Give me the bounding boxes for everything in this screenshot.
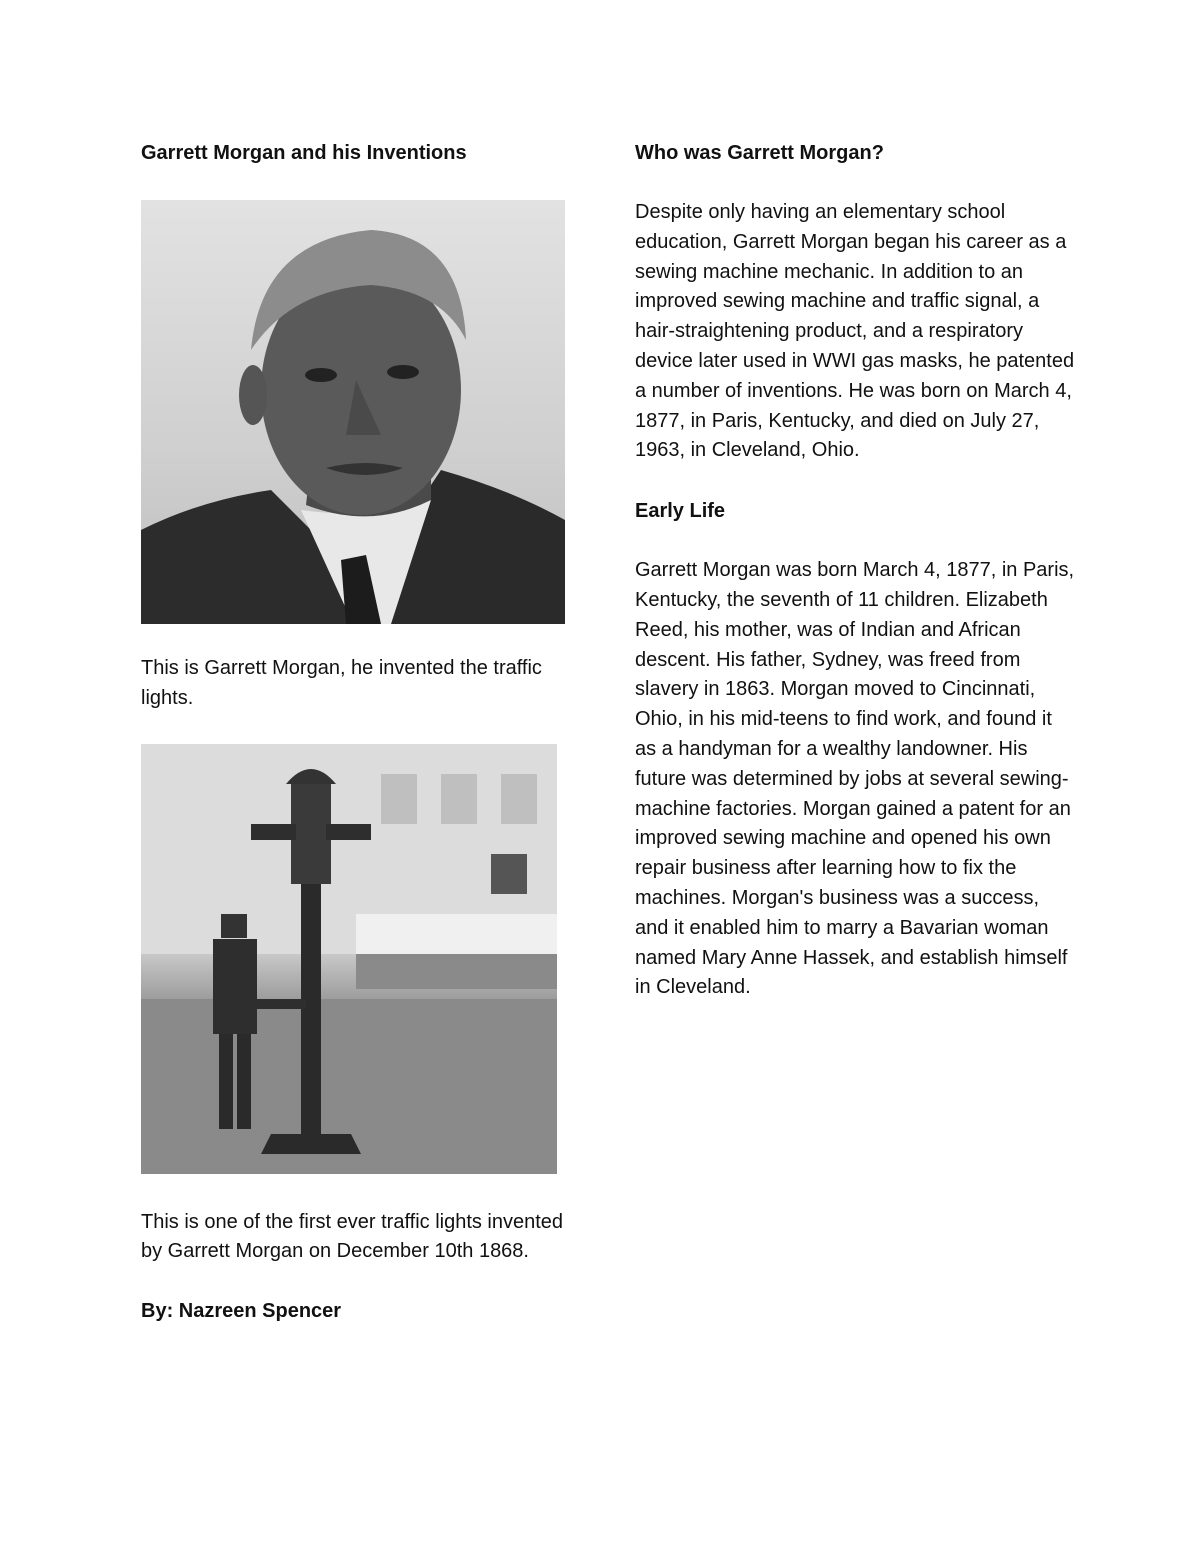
byline: By: Nazreen Spencer bbox=[141, 1300, 342, 1323]
section-heading-early-life: Early Life bbox=[635, 500, 726, 523]
who-paragraph: Despite only having an elementary school education, Garrett Morgan began his career as a sewing machine mechanic. In addition to an improved sewing machine and traffic signal, a hair-straightening product, and a respiratory device later used in WWI gas masks, he patented a number of inventions. He was born on March 4, 1877, in Paris, Kentucky, and died on July 27, 1963, in Cleveland, Ohio. bbox=[635, 201, 1075, 462]
portrait-caption: This is Garrett Morgan, he invented the traffic lights. bbox=[141, 657, 542, 709]
traffic-light-caption: This is one of the first ever traffic lights invented by Garrett Morgan on December 10th 1868. bbox=[141, 1210, 564, 1263]
left-column bbox=[141, 138, 571, 1326]
right-column bbox=[635, 138, 1075, 1003]
traffic-light-photo bbox=[141, 744, 557, 1174]
early-life-paragraph: Garrett Morgan was born March 4, 1877, in Paris, Kentucky, the seventh of 11 children. Elizabeth Reed, his mother, was of Indian and African descent. His father, Sydney, was freed from slavery in 1863. Morgan moved to Cincinnati, Ohio, in his mid-teens to find work, and found it as a handyman for a wealthy landowner. His future was determined by jobs at several sewing-machine factories. Morgan gained a patent for an improved sewing machine and opened his own repair business after learning how to fix the machines. Morgan's business was a success, and it enabled him to marry a Bavarian woman named Mary Anne Hassek, and establish himself in Cleveland. bbox=[635, 559, 1075, 999]
garrett-morgan-portrait bbox=[141, 200, 565, 624]
document-title: Garrett Morgan and his Inventions bbox=[141, 142, 467, 164]
section-heading-who: Who was Garrett Morgan? bbox=[635, 142, 884, 164]
